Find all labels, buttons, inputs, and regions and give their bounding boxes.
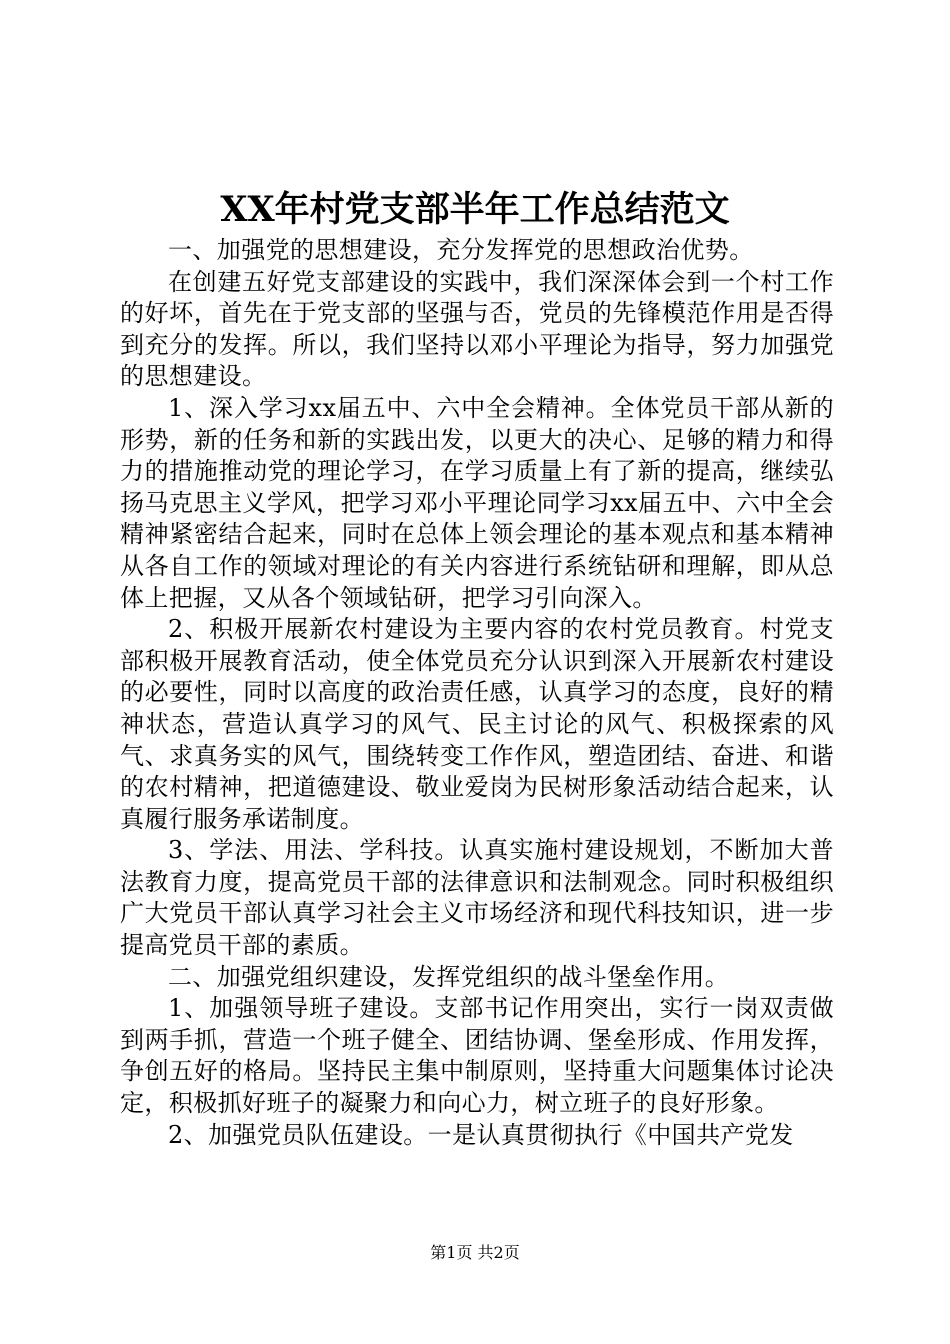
document-title: XX年村党支部半年工作总结范文 (220, 189, 730, 230)
page-footer: 第1页 共2页 (430, 1243, 520, 1262)
paragraph: 3、学法、用法、学科技。认真实施村建设规划，不断加大普法教育力度，提高党员干部的法律意识和法制观念。同时积极组织广大党员干部认真学习社会主义市场经济和现代科技知识，进一步提高党员干部的素质。 (120, 836, 834, 960)
paragraph: 2、积极开展新农村建设为主要内容的农村党员教育。村党支部积极开展教育活动，使全体党员充分认识到深入开展新农村建设的必要性，同时以高度的政治责任感，认真学习的态度，良好的精神状态，营造认真学习的风气、民主讨论的风气、积极探索的风气、求真务实的风气，围绕转变工作作风，塑造团结、奋进、和谐的农村精神，把道德建设、敬业爱岗为民树形象活动结合起来，认真履行服务承诺制度。 (120, 615, 834, 833)
paragraph: 2、加强党员队伍建设。一是认真贯彻执行《中国共产党发 (168, 1120, 794, 1149)
paragraph-section-1-heading: 一、加强党的思想建设，充分发挥党的思想政治优势。 (168, 236, 754, 264)
document-body (120, 235, 834, 1151)
paragraph-section-2-heading: 二、加强党组织建设，发挥党组织的战斗堡垒作用。 (168, 962, 730, 991)
paragraph: 1、加强领导班子建设。支部书记作用突出，实行一岗双责做到两手抓，营造一个班子健全、团结协调、堡垒形成、作用发挥，争创五好的格局。坚持民主集中制原则，坚持重大问题集体讨论决定，积极抓好班子的凝聚力和向心力，树立班子的良好形象。 (120, 994, 834, 1118)
paragraph: 1、深入学习xx届五中、六中全会精神。全体党员干部从新的形势，新的任务和新的实践出发，以更大的决心、足够的精力和得力的措施推动党的理论学习，在学习质量上有了新的提高，继续弘扬马克思主义学风，把学习邓小平理论同学习xx届五中、六中全会精神紧密结合起来，同时在总体上领会理论的基本观点和基本精神从各自工作的领域对理论的有关内容进行系统钻研和理解，即从总体上把握，又从各个领域钻研，把学习引向深入。 (120, 393, 834, 612)
paragraph: 在创建五好党支部建设的实践中，我们深深体会到一个村工作的好坏，首先在于党支部的坚强与否，党员的先锋模范作用是否得到充分的发挥。所以，我们坚持以邓小平理论为指导，努力加强党的思想建设。 (120, 267, 834, 391)
